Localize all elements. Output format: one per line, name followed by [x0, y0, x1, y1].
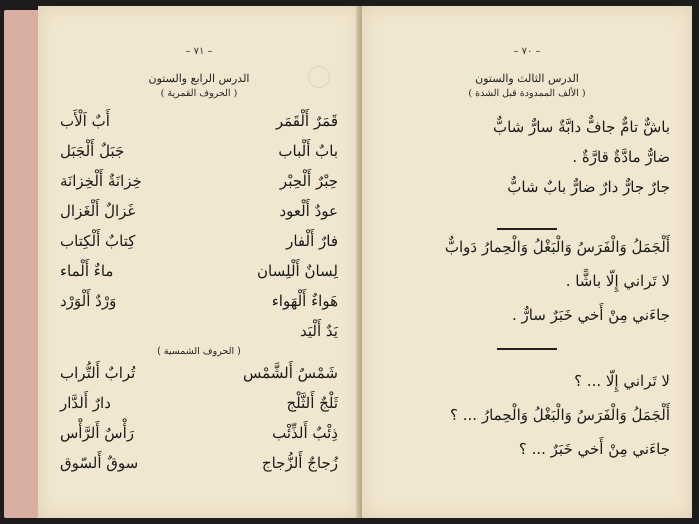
vocab-word: جَبَلٌ أَلْجَبَل — [60, 142, 125, 160]
vocab-word: رَأْسٌ أَلرَّأْس — [60, 424, 134, 442]
sentence-line: باشٌّ تامٌّ جافٌّ دابَّةٌ سارٌّ شابٌّ — [492, 118, 670, 136]
sun-letters-subtitle: ( الحروف الشمسية ) — [157, 346, 241, 357]
vocab-word: ثَلْجٌ أَلثَّلْج — [286, 394, 338, 412]
page-number-right: – ٧٠ – — [513, 46, 541, 57]
vocab-word: بابٌ أَلْباب — [278, 142, 338, 160]
vocab-row — [60, 166, 338, 196]
vocab-row — [60, 286, 338, 316]
vocab-word: زُجاجٌ أَلزُّجاج — [261, 454, 338, 472]
section-divider — [497, 228, 557, 230]
vocab-word: حِبْرٌ أَلْحِبْر — [279, 172, 338, 190]
right-page — [362, 6, 692, 518]
sentence-line: جارٌ جارٌّ دارٌ ضارٌّ بابٌ شابٌّ — [507, 178, 670, 196]
vocab-word: أَبٌ اَلْأَب — [60, 112, 110, 130]
vocab-word: فارٌ أَلْفار — [286, 232, 338, 250]
vocab-word: ذِئْبٌ أَلذِّئْب — [272, 424, 338, 442]
lesson-title-right: الدرس الثالث والستون — [475, 72, 579, 85]
vocab-word: شَمْسٌ أَلشَّمْس — [242, 364, 338, 382]
vocab-word: هَواءٌ أَلْهَواء — [271, 292, 338, 310]
vocab-row — [60, 418, 338, 448]
lesson-subtitle-right: ( الألف الممدودة قبل الشدة ) — [468, 88, 586, 99]
vocab-word: تُرابٌ أَلتُّراب — [60, 364, 136, 382]
sentence-block-2 — [384, 238, 670, 340]
sentence-line: لا تَراني إِلّا باشًّا . — [565, 272, 670, 290]
sentence-line: جاءَني مِنْ أَخي خَبَرٌ ... ؟ — [518, 440, 670, 458]
vocab-word: سوقٌ أَلسّوق — [60, 454, 139, 472]
vocab-row — [60, 316, 338, 346]
sun-letters-list — [60, 358, 338, 478]
sentence-line: أَلْجَمَلُ وَالْفَرَسُ وَالْبَغْلُ وَالْحِمارُ دَوابٌّ — [444, 238, 670, 256]
vocab-word: يَدٌ أَلْيَد — [300, 322, 338, 340]
vocab-word: غَزالٌ أَلْغَزال — [60, 202, 136, 220]
sentence-line: ضارٌّ مادَّةٌ قارَّةٌ . — [572, 148, 670, 166]
vocab-row — [60, 106, 338, 136]
lesson-subtitle-left: ( الحروف القمرية ) — [160, 88, 238, 99]
vocab-row — [60, 448, 338, 478]
left-page — [38, 6, 360, 518]
vocab-row — [60, 136, 338, 166]
lesson-title-left: الدرس الرابع والستون — [148, 72, 250, 85]
sentence-line: أَلْجَمَلُ وَالْفَرَسُ وَالْبَغْلُ وَالْحِمارُ ... ؟ — [450, 406, 670, 424]
sentence-line: جاءَني مِنْ أَخي خَبَرٌ سارٌّ . — [511, 306, 670, 324]
vocab-word: قَمَرٌ أَلْقَمَر — [275, 112, 338, 130]
page-number-left: – ٧١ – — [185, 46, 213, 57]
vocab-row — [60, 388, 338, 418]
vocab-word: عودٌ أَلْعود — [279, 202, 338, 220]
vocab-word: ماءٌ أَلْماء — [60, 262, 114, 280]
sentence-line: لا تَراني إِلّا ... ؟ — [574, 372, 670, 390]
vocab-word: دارٌ أَلدَّار — [60, 394, 111, 412]
vocab-word: لِسانٌ أَلْلِسان — [257, 262, 338, 280]
sentence-block-3 — [384, 372, 670, 474]
moon-letters-list — [60, 106, 338, 346]
vocab-word: خِزانَةٌ أَلْخِزانَة — [60, 172, 142, 190]
vocab-row — [60, 226, 338, 256]
vocab-word: وَرْدٌ أَلْوَرْد — [60, 292, 117, 310]
section-divider — [497, 348, 557, 350]
vocab-row — [60, 358, 338, 388]
sentence-block-1 — [384, 118, 670, 208]
vocab-row — [60, 196, 338, 226]
vocab-word: كِتابٌ أَلْكِتاب — [60, 232, 136, 250]
vocab-row — [60, 256, 338, 286]
